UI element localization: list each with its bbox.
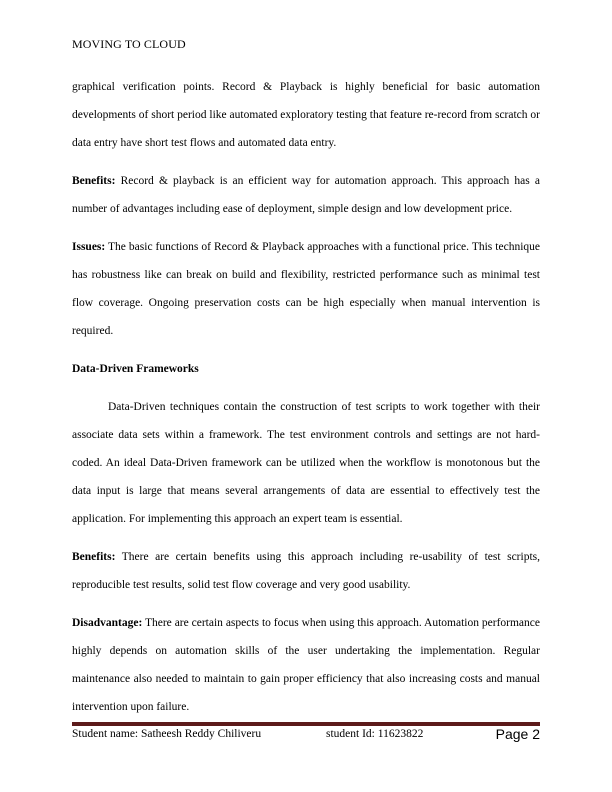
paragraph-record-playback: graphical verification points. Record & Playback is highly beneficial for basic automation developments of short period like automated exploratory testing that feature re-record from scratch or data entry have short test flows and automated data entry. [72, 81, 540, 149]
disadvantage-label: Disadvantage: [72, 617, 143, 629]
paragraph-disadvantage [72, 609, 540, 721]
issues-text: The basic functions of Record & Playback approaches with a functional price. This technique has robustness like can break on build and flexibility, restricted performance such as minimal test flow coverage. Ongoing preservation costs can be high especially when manual intervention is required. [72, 241, 540, 337]
student-id: student Id: 11623822 [326, 728, 424, 740]
benefits-label: Benefits: [72, 175, 116, 187]
paragraph-data-driven: Data-Driven techniques contain the construction of test scripts to work together with their associate data sets within a framework. The test environment controls and settings are not hard-coded. An ideal Data-Driven framework can be utilized when the workflow is monotonous but the data input is large that means several arrangements of data are essential to effectively test the application. For implementing this approach an expert team is essential. [72, 401, 540, 525]
issues-label: Issues: [72, 241, 106, 253]
paragraph-benefits-data-driven [72, 543, 540, 599]
student-name: Student name: Satheesh Reddy Chiliveru [72, 728, 262, 740]
paragraph-benefits-record [72, 167, 540, 223]
paragraph-issues [72, 233, 540, 345]
page-number: Page 2 [495, 726, 540, 742]
benefits-text: There are certain benefits using this approach including re-usability of test scripts, reproducible test results, solid test flow coverage and very good usability. [72, 551, 540, 591]
page-footer [72, 726, 540, 746]
benefits-label: Benefits: [72, 551, 116, 563]
running-header: MOVING TO CLOUD [72, 37, 186, 51]
benefits-text: Record & playback is an efficient way for automation approach. This approach has a number of advantages including ease of deployment, simple design and low development price. [72, 175, 540, 215]
section-heading-data-driven: Data-Driven Frameworks [72, 363, 199, 375]
disadvantage-text: There are certain aspects to focus when using this approach. Automation performance highly depends on automation skills of the user undertaking the implementation. Regular maintenance also needed to maintain to gain proper efficiency that also increasing costs and manual intervention upon failure. [72, 617, 540, 713]
page-body [72, 73, 540, 731]
